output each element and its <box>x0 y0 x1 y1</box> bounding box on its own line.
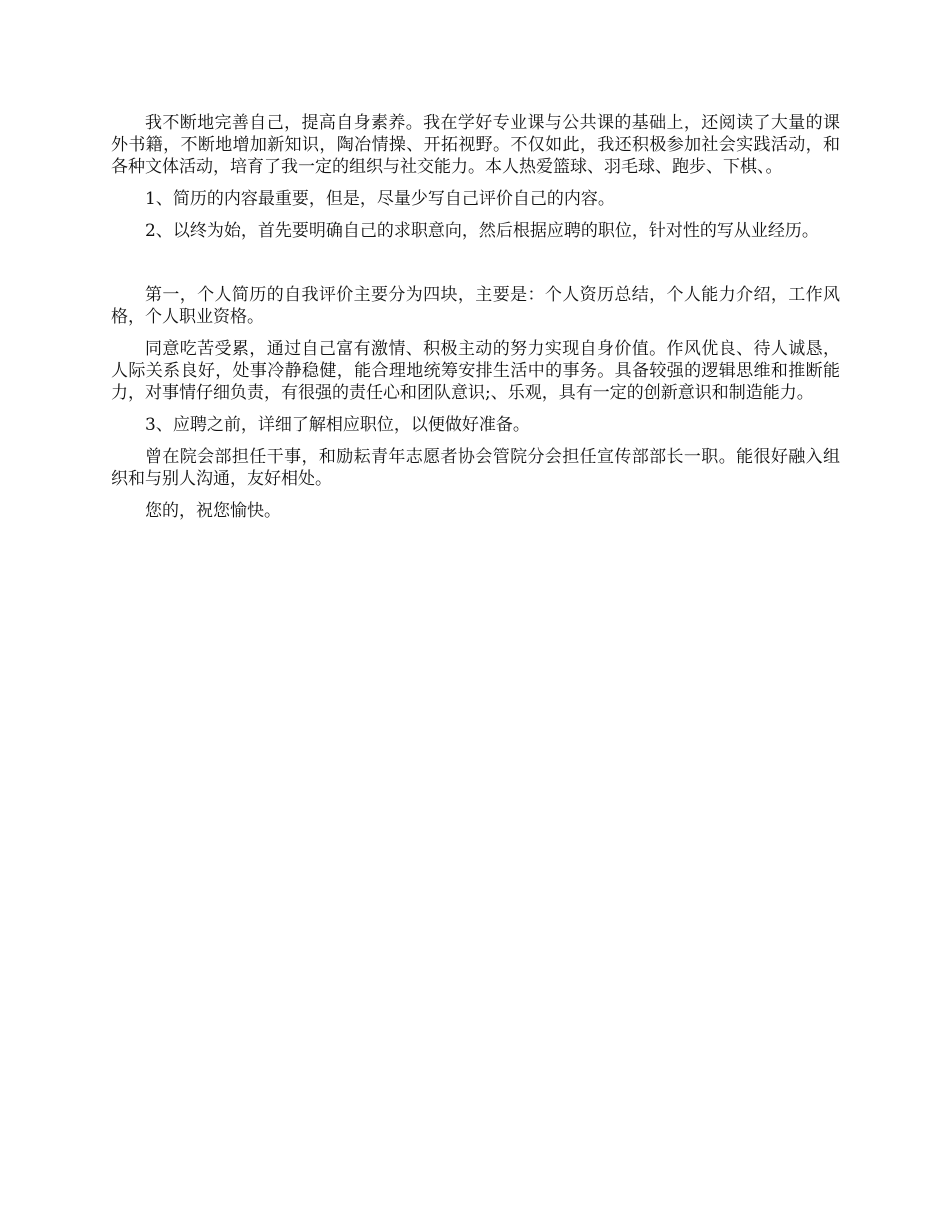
paragraph-self-improvement: 我不断地完善自己，提高自身素养。我在学好专业课与公共课的基础上，还阅读了大量的课外书籍，不断地增加新知识，陶冶情操、开拓视野。不仅如此，我还积极参加社会实践活动，和各种文体活动，培育了我一定的组织与社交能力。本人热爱篮球、羽毛球、跑步、下棋、。 <box>111 113 840 177</box>
paragraph-tip-3: 3、应聘之前，详细了解相应职位，以便做好准备。 <box>145 415 530 435</box>
paragraph-self-evaluation-parts: 第一，个人简历的自我评价主要分为四块，主要是：个人资历总结，个人能力介绍，工作风格，个人职业资格。 <box>111 285 840 327</box>
paragraph-personal-qualities: 同意吃苦受累，通过自己富有激情、积极主动的努力实现自身价值。作风优良、待人诚恳，人际关系良好，处事冷静稳健，能合理地统筹安排生活中的事务。具备较强的逻辑思维和推断能力，对事情仔细负责，有很强的责任心和团队意识;、乐观，具有一定的创新意识和制造能力。 <box>111 339 840 403</box>
paragraph-tip-1: 1、简历的内容最重要，但是，尽量少写自己评价自己的内容。 <box>145 189 615 209</box>
paragraph-closing: 您的，祝您愉快。 <box>145 501 281 521</box>
paragraph-experience: 曾在院会部担任干事，和励耘青年志愿者协会管院分会担任宣传部部长一职。能很好融入组织和与别人沟通，友好相处。 <box>111 447 840 489</box>
paragraph-tip-2: 2、以终为始，首先要明确自己的求职意向，然后根据应聘的职位，针对性的写从业经历。 <box>145 221 819 241</box>
